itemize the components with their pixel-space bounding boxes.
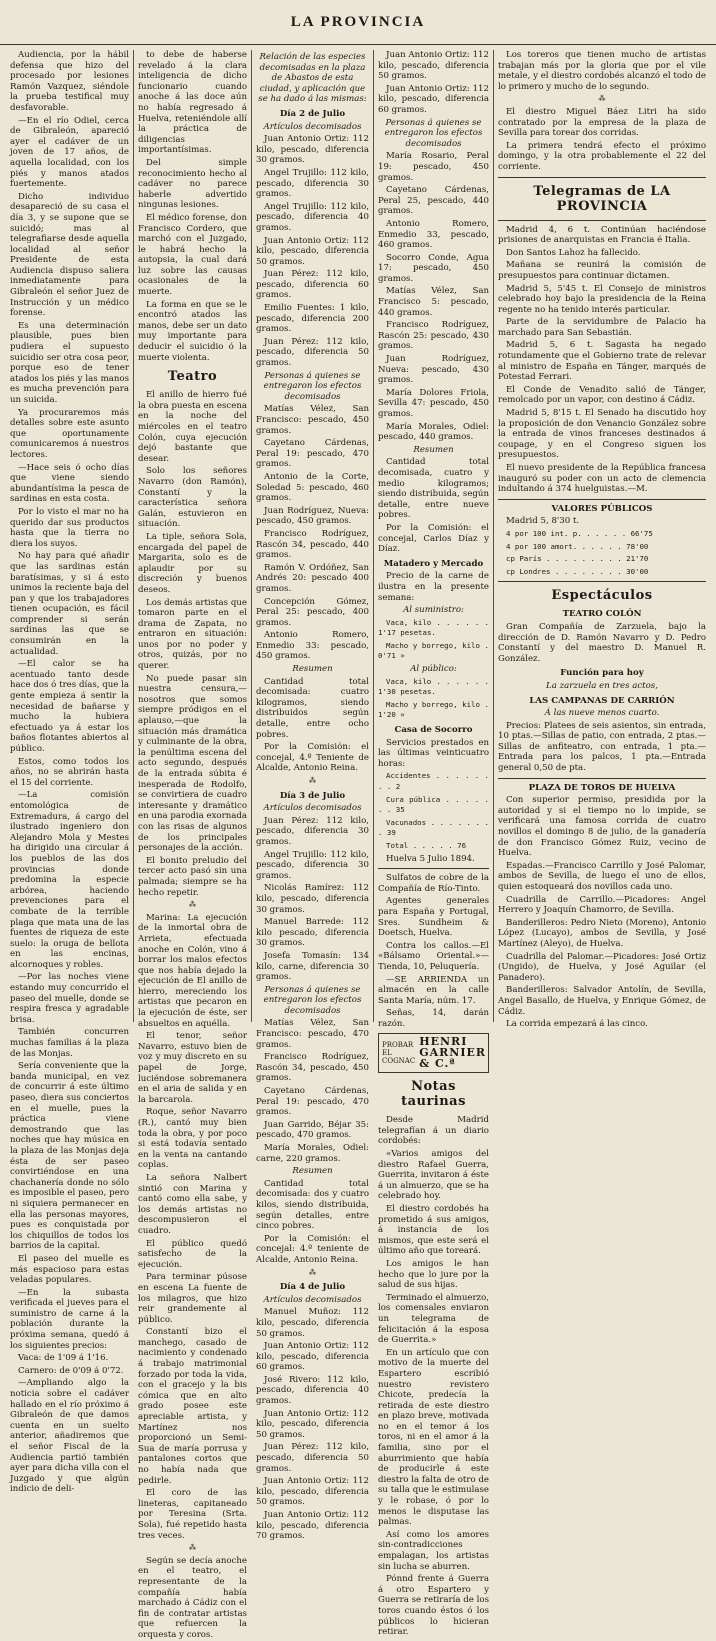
- list-item: Emilio Fuentes: 1 kilo, pescado, diferencia 200 gramos.: [256, 303, 369, 335]
- paragraph: Audiencia, por la hábil defensa que hizo del procesado por lesiones Ramón Vazquez, siéndole la prueba testifical muy desfavorable.: [10, 50, 129, 113]
- list-item: Manuel Barrede: 112 kilo pescado, diferencia 30 gramos.: [256, 917, 369, 949]
- paragraph: Marina: La ejecución de la inmortal obra de Arrieta, efectuada anoche en Colón, vino á borrar los malos efectos que nos había dejado la ejecución de El anillo de hierro, mereciendo los artistas que pecaron en la ejecución de éste, ser absueltos en aquélla.: [138, 912, 247, 1029]
- stat-line: Vacunados . . . . . . . . 39: [378, 817, 489, 838]
- list-item: Matías Vélez, San Francisco: pescado, 470 gramos.: [256, 1018, 369, 1050]
- paragraph: El anillo de hierro fué la obra puesta en escena en la noche del miércoles en el teatro Colón, cuya ejecución dejó bastante que desear.: [138, 390, 247, 464]
- list-item: Angel Trujillo: 112 kilo, pescado, diferencia 30 gramos.: [256, 167, 369, 200]
- bullring-heading: PLAZA DE TOROS DE HUELVA: [528, 782, 676, 793]
- cognac-ad: [378, 1033, 489, 1073]
- paragraph: Madrid 5, 6 t. Sagasta ha negado rotundamente que el Gobierno trate de relevar al ministro de España en Tánger, marqués de Potestad Ferrari.: [498, 340, 706, 383]
- date-heading: Día 4 de Julio: [279, 1282, 346, 1293]
- column-1: [6, 50, 133, 1495]
- paragraph: El público quedó satisfecho de la ejecución.: [138, 1238, 247, 1270]
- divider: [498, 220, 706, 221]
- subheading: Artículos decomisados: [263, 803, 362, 814]
- paragraph: La forma en que se le encontró atados las manos, debe ser un dato muy importante para deducir el suicidio ó la muerte violenta.: [138, 299, 247, 363]
- dateline: Huelva 5 Julio 1894.: [386, 853, 475, 864]
- paragraph: Los amigos le han hecho que lo jure por la salud de sus hijas.: [378, 1258, 489, 1291]
- column-5: [493, 50, 710, 1030]
- paragraph: Cuadrilla de Carrillo.—Picadores: Angel Herrero y Joaquín Chamorro, de Sevilla.: [498, 894, 706, 916]
- paragraph: Del simple reconocimiento hecho al cadáver no parece haberle advertido ningunas lesiones.: [138, 157, 247, 211]
- column-2: [133, 50, 251, 1640]
- paragraph: El nuevo presidente de la República francesa inauguró su poder con un acto de clemencia indultando á 374 huelguistas.—M.: [498, 463, 706, 495]
- paragraph: Terminado el almuerzo, los comensales enviaron un telegrama de felicitación á la esposa de Guerrita.»: [378, 1292, 489, 1346]
- paragraph: Madrid 5, 5'45 t. El Consejo de ministros celebrado hoy bajo la presidencia de la Reina regente no ha tenido interés particular.: [498, 283, 706, 315]
- paragraph: —Por las noches viene estando muy concurrido el paseo del muelle, donde se respira fresca y agradable brisa.: [10, 972, 129, 1025]
- ad-prefix: PROBAR EL COGNAC: [382, 1041, 416, 1066]
- subheading: Personas á quienes se entregaron los efectos decomisados: [263, 370, 362, 402]
- paragraph: —Ampliando algo la noticia sobre el cadáver hallado en el río próximo á Gibraleón de que damos cuenta en un suelto anterior, añadiremos que el señor Fiscal de la Audiencia partió también ayer para dicha villa con el Juzgado y que algún indicio de deli-: [10, 1378, 129, 1495]
- list-item: Angel Trujillo: 112 kilo, pescado, diferencia 30 gramos.: [256, 849, 369, 881]
- list-item: María Morales, Odiel: carne, 220 gramos.: [256, 1143, 369, 1164]
- list-item: Por la Comisión: el concejal, 4.º Teniente de Alcalde, Antonio Reina.: [256, 742, 369, 774]
- list-item: Manuel Muñoz: 112 kilo, pescado, diferencia 50 gramos.: [256, 1307, 369, 1339]
- subheading: Artículos decomisados: [263, 1294, 362, 1305]
- ad-text: Agentes generales para España y Portugal, Sres. Sundheim & Doetsch, Huelva.: [378, 896, 489, 939]
- separator-stars: ⁂: [309, 1268, 316, 1277]
- paragraph: Estos, como todos los años, no se abrirán hasta el 15 del corriente.: [10, 756, 129, 788]
- section-heading-telegramas: Telegramas de LA PROVINCIA: [533, 183, 671, 214]
- paragraph: El bonito preludio del tercer acto pasó sin una palmada; siempre se ha hecho repetir.: [138, 855, 247, 898]
- stat-line: Accidentes . . . . . . . . 2: [378, 771, 489, 791]
- list-item: Juan Garrido, Béjar 35: pescado, 470 gramos.: [256, 1119, 369, 1141]
- separator-stars: ⁂: [189, 1544, 196, 1553]
- paragraph: Así como los amores sin-contradicciones empalagan, los artistas sin lucha se aburren.: [378, 1529, 489, 1572]
- price-line: Vaca, kilo . . . . . . 1'30 pesetas.: [378, 676, 489, 697]
- subheading: Resumen: [292, 664, 333, 675]
- paragraph: Cuadrilla del Palomar.—Picadores: José Ortiz (Ungido), de Huelva, y José Aguilar (el Panadero).: [498, 951, 706, 983]
- list-item: Juan Antonio Ortiz: 112 kilo, pescado, diferencia 60 gramos.: [256, 1341, 369, 1373]
- list-item: Juan Pérez: 112 kilo, pescado, diferencia 50 gramos.: [256, 336, 369, 369]
- date-heading: Día 3 de Julio: [279, 790, 346, 801]
- list-item: Francisco Rodríguez, Rascón 34, pescado, 440 gramos.: [256, 528, 369, 561]
- subheading: Al suministro:: [403, 605, 464, 616]
- list-item: Juan Rodríguez, Nueva: pescado, 430 gramos.: [378, 354, 489, 386]
- list-item: Juan Antonio Ortiz: 112 kilo, pescado, diferencia 50 gramos.: [256, 1476, 369, 1508]
- paragraph: El paseo del muelle es más espacioso para estas veladas populares.: [10, 1253, 129, 1286]
- separator-stars: ⁂: [598, 95, 606, 104]
- paragraph: —En el río Odiel, cerca de Gibraleón, apareció ayer el cadáver de un joven de 17 años, de aquella localidad, con los piés y manos atados fuertemente.: [10, 115, 129, 190]
- section-heading-matadero: Matadero y Mercado: [383, 558, 484, 569]
- paragraph: El Conde de Venadito salió de Tánger, remolcado por un vapor, con destino á Cádiz.: [498, 384, 706, 406]
- list-item: Francisco Rodríguez, Rascón 34, pescado, 450 gramos.: [256, 1052, 369, 1084]
- list-item: Nicolás Ramírez: 112 kilo, pescado, diferencia 30 gramos.: [256, 883, 369, 915]
- column-4: [373, 50, 493, 1638]
- section-heading-socorro: Casa de Socorro: [394, 725, 473, 736]
- paragraph: Los toreros que tienen mucho de artistas trabajan más por la gloria que por el vile metale, y el diestro cordobés alcanzó el todo de lo primero y mucho de lo segundo.: [498, 50, 706, 92]
- list-item: Por la Comisión: el concejal, Carlos Díaz y Díaz.: [378, 522, 489, 555]
- paragraph: Según se decía anoche en el teatro, el representante de la compañía había marchado á Cádiz con el fin de contratar artistas que refuercen la orquesta y coros.: [138, 1555, 247, 1640]
- paragraph: En un artículo que con motivo de la muerte del Espartero escribió nuestro revistero Chicote, predecía la retirada de este diestro en plazo breve, motivada no en el temor á los toros, ni en el amor á la familia, sino por el aburrimiento que había de producirle á este diestro la falta de otro de su talla que le estimulase y le robase, ó por lo menos le disputase las palmas.: [378, 1347, 489, 1528]
- paragraph: El coro de las lineteras, capitaneado por Teresina (Srta. Sola), fué repetido hasta tres veces.: [138, 1488, 247, 1541]
- show-time: Á las nueve menos cuarto.: [544, 708, 660, 719]
- report-intro: Relación de las especies decomisadas en la plaza de Abastos de esta ciudad, y aplicación que se ha dado á las mismas:: [258, 52, 367, 105]
- price-line: Macho y borrego, kilo . 0'71 »: [378, 640, 489, 661]
- paragraph: Con superior permiso, presidida por la autoridad y si el tiempo no lo impide, se verificará una famosa corrida de cuatro novillos el domingo 8 de julio, de la ganadería de don Francisco Gómez Ruiz, vecino de Huelva.: [498, 795, 706, 859]
- paragraph: Roque, señor Navarro (R.), cantó muy bien toda la obra, y por poco si está todavía sentado en la venta na cantando coplas.: [138, 1107, 247, 1171]
- stat-total: Total . . . . . 76: [386, 840, 467, 850]
- ad-text: Contra los callos.—El «Bálsamo Oriental.»—Tienda, 10, Peluquería.: [378, 940, 489, 972]
- list-item: Juan Pérez: 112 kilo, pescado, diferencia 60 gramos.: [256, 269, 369, 301]
- list-item: Juan Antonio Ortiz: 112 kilo, pescado, diferencia 30 gramos.: [256, 134, 369, 166]
- paragraph: Parte de la servidumbre de Palacio ha marchado para San Sebastián.: [498, 317, 706, 338]
- paragraph: Precios: Platees de seis asientos, sin entrada, 10 ptas.—Sillas de patio, con entrada, 2 ptas.—Sillas de anfiteatro, con entrada, 1 pta.—Entrada para los palcos, 1 pta.—Entrada general 0,50 de pta.: [498, 720, 706, 774]
- list-item: María Rosario, Peral 19: pescado, 450 gramos.: [378, 151, 489, 183]
- paragraph: to debe de haberse revelado á la clara inteligencia de dicho funcionario cuando anoche á las doce aún no había regresado á Huelva, reteniéndole allí la práctica de diligencias importantísimas.: [138, 50, 247, 156]
- list-item: María Morales, Odiel: pescado, 440 gramos.: [378, 421, 489, 443]
- list-item: Cayetano Cárdenas, Peral 25, pescado, 440 gramos.: [378, 185, 489, 217]
- quote-line: cp París . . . . . . . . . 21'70: [506, 554, 649, 564]
- paragraph: El médico forense, don Francisco Cordero, que marchó con el Juzgado, le habrá hecho la autopsia, la cual dará luz sobre las causas ocasionales de la muerte.: [138, 212, 247, 298]
- subheading: Artículos decomisados: [263, 121, 362, 132]
- paragraph: Banderilleros: Salvador Antolín, de Sevilla, Angel Basallo, de Huelva, y Enrique Gómez, de Cádiz.: [498, 985, 706, 1017]
- paragraph: Es una determinación plausible, pues bien pudiera el supuesto suicidio ser otra cosa peor, porque eso de tener atados los piés y las manos es mucha prevención para un suicida.: [10, 320, 129, 405]
- section-heading-valores: VALORES PÚBLICOS: [551, 503, 653, 514]
- list-item: Antonio Romero, Enmedio 33, pescado, 460 gramos.: [378, 218, 489, 251]
- subheading: La zarzuela en tres actos,: [546, 680, 658, 691]
- paragraph: El diestro cordobés ha prometido á sus amigos, á instancia de los mismos, que este será el último año que toreará.: [378, 1204, 489, 1257]
- stat-line: Cura pública . . . . . . . 35: [378, 794, 489, 815]
- ad-text: Señas, 14, darán razón.: [378, 1008, 489, 1029]
- separator-stars: ⁂: [189, 901, 196, 910]
- list-item: Juan Pérez: 112 kilo, pescado, diferencia 30 gramos.: [256, 815, 369, 847]
- list-item: Antonio Romero, Enmedio 33: pescado, 450 gramos.: [256, 630, 369, 662]
- list-item: Juan Antonio Ortiz: 112 kilo, pescado, diferencia 50 gramos.: [256, 235, 369, 267]
- list-item: Matías Vélez, San Francisco 5: pescado, 440 gramos.: [378, 286, 489, 318]
- paragraph: Sería conveniente que la banda municipal, en vez de concurrir á este último paseo, diera sus conciertos en el muelle, pues la práctica viene demostrando que las noches que hay música en la plaza de las Monjas deja ésta de ser paseo convirtiéndose en una chachanería donde no sólo es imposible el paseo, pero ni siquiera permanecer en ella las personas mayores, pues es conquistada por los chiquillos de todos los barrios de la capital.: [10, 1061, 129, 1252]
- paragraph: El tenor, señor Navarro, estuvo bien de voz y muy discreto en su papel de Jorge, luciéndose sobremanera en el aria de salida y en la barcarola.: [138, 1031, 247, 1105]
- price-line: Vaca: de 1'09 á 1'16.: [18, 1353, 109, 1364]
- paragraph: Banderilleros: Pedro Nieto (Moreno), Antonio López (Lucayo), ambos de Sevilla, y José Martínez (Aleyo), de Huelva.: [498, 917, 706, 949]
- price-line: Vaca, kilo . . . . . . 1'17 pesetas.: [378, 617, 489, 638]
- paragraph: La primera tendrá efecto el próximo domingo, y la otra probablemente el 22 del corriente.: [498, 140, 706, 172]
- list-item: Francisco Rodríguez, Rascón 25: pescado, 430 gramos.: [378, 320, 489, 352]
- list-item: Antonio de la Corte, Soledad 5: pescado, 460 gramos.: [256, 471, 369, 504]
- price-line: Macho y borrego, kilo . 1'20 »: [378, 699, 489, 720]
- paragraph: Precio de la carne de ilustra en la presente semana:: [378, 571, 489, 603]
- masthead: [0, 0, 716, 45]
- list-item: José Rivero: 112 kilo, pescado, diferencia 40 gramos.: [256, 1374, 369, 1407]
- paragraph: —Hace seis ó ocho días que viene siendo abundantísima la pesca de sardinas en esta costa.: [10, 462, 129, 505]
- paragraph: «Varios amigos del diestro Rafael Guerra, Guerrita, invitaron á éste á un almuerzo, que se ha celebrado hoy.: [378, 1149, 489, 1202]
- list-item: Concepción Gómez, Peral 25: pescado, 400 gramos.: [256, 596, 369, 628]
- list-item: Por la Comisión: el concejal: 4.º teniente de Alcalde, Antonio Reina.: [256, 1233, 369, 1265]
- list-item: Cantidad total decomisada, cuatro y medio kilogramos; siendo distribuida, según detalle, entre nueve pobres.: [378, 457, 489, 521]
- paragraph: La señora Nalbert sintió con Marina y cantó como ella sabe, y los demás artistas no descompusieron el cuadro.: [138, 1172, 247, 1236]
- paragraph: Servicios prestados en las últimas veinticuatro horas:: [378, 737, 489, 769]
- paragraph: Desde Madrid telegrafían á un diario cordobés:: [378, 1115, 489, 1147]
- columns: [6, 50, 710, 1640]
- subheading: Función para hoy: [560, 668, 644, 679]
- quote-line: cp Londres . . . . . . . . 30'00: [506, 566, 649, 576]
- paragraph: Constantí bizo el manchego, casado de nacimiento y condenado á trabajo matrimonial forzado por toda la vida, con el gracejo y la bis cómica que en alto grado posee este apreciable artista, y Martínez nos proporcionó un Semi-Sua de maría porrusa y pantalones cortos que no había nada que pedirle.: [138, 1327, 247, 1486]
- paragraph: No hay para qué añadir que las sardinas están baratísimas, y si á esto unimos la reciente baja del pan y que los trabajadores tienen ocupación, es fácil comprender si serán sardinas las que se consumirán en la actualidad.: [10, 551, 129, 657]
- section-heading-teatro: Teatro: [167, 369, 218, 385]
- ad-text: Sulfatos de cobre de la Compañía de Río-Tinto.: [378, 873, 489, 894]
- ad-brand: HENRI GARNIER & C.ª: [419, 1035, 487, 1070]
- paragraph: —La comisión entomológica de Extremadura, á cargo del ilustrado ingeniero don Alejandro Mola y Mestes ha dirigido una circular á los pueblos de las dos provincias donde predomina la especie arbórea, haciendo prevenciones para el combate de la terrible plaga que mata una de las fuentes de riqueza de este suelo: la oruga de bellota en las encinas, alcornoques y robles.: [10, 790, 129, 970]
- paragraph: Don Santos Lahoz ha fallecido.: [506, 247, 641, 258]
- column-3: [251, 50, 373, 1542]
- paragraph: También concurren muchas familias á la plaza de las Monjas.: [10, 1027, 129, 1059]
- paragraph: Espadas.—Francisco Carrillo y José Palomar, ambos de Sevilla, de luego el uno de ellos, quien estoqueará dos novillos cada uno.: [498, 860, 706, 892]
- divider: [498, 177, 706, 178]
- divider: [498, 581, 706, 582]
- list-item: Josefa Tomasín: 134 kilo, carne, diferencia 30 gramos.: [256, 950, 369, 983]
- list-item: Juan Antonio Ortiz: 112 kilo, pescado, diferencia 50 gramos.: [378, 50, 489, 82]
- quote-line: 4 por 100 amort. . . . . . 78'00: [506, 541, 649, 551]
- paragraph: Por lo visto el mar no ha querido dar sus productos hasta que la tierra no diera los suyos.: [10, 506, 129, 549]
- paragraph: Los demás artistas que tomaron parte en el drama de Zapata, no entraron en situación: unos por no poder y otros, quizás, por no querer.: [138, 597, 247, 672]
- list-item: Cayetano Cárdenas, Peral 19: pescado, 470 gramos.: [256, 438, 369, 470]
- paragraph: Madrid 5, 8'15 t. El Senado ha discutido hoy la proposición de don Venancio González sobre la entrada de vinos franceses destinados á coupage, y en el Congreso siguen los presupuestos.: [498, 408, 706, 461]
- paragraph: La corrida empezará á las cinco.: [506, 1019, 648, 1030]
- subheading: Resumen: [413, 444, 454, 455]
- paragraph: La tiple, señora Sola, encargada del papel de Margarita, solo es de aplaudir por su discreción y buenos deseos.: [138, 531, 247, 595]
- section-heading-espectaculos: Espectáculos: [551, 588, 653, 604]
- paragraph: Mañana se reunirá la comisión de presupuestos para continuar dictamen.: [498, 260, 706, 281]
- paragraph: No puede pasar sin nuestra censura,—nosotros que somos siempre pródigos en el aplauso,—que la situación más dramática y culminante de la obra, la penúltima escena del acto segundo, después de la entrada súbita é inesperada de Rodolfo, se convirtiera de cuadro interesante y dramático en una parodia exornada con las risas de algunos de los principales personajes de la acción.: [138, 673, 247, 854]
- list-item: Juan Antonio Ortiz: 112 kilo, pescado, diferencia 50 gramos.: [256, 1408, 369, 1440]
- paragraph: —En la subasta verificada el jueves para el suministro de carne á la población durante la próxima semana, quedó á los siguientes precios:: [10, 1287, 129, 1351]
- ad-text: —SE ARRIENDA un almacén en la calle Santa María, núm. 17.: [378, 974, 489, 1006]
- list-item: Juan Pérez: 112 kilo, pescado, diferencia 50 gramos.: [256, 1442, 369, 1474]
- list-item: Matías Vélez, San Francisco: pescado, 450 gramos.: [256, 404, 369, 436]
- subheading: Personas á quienes se entregaron los efectos decomisados: [384, 117, 483, 149]
- paragraph: Ya procuraremos más detalles sobre este asunto que oportunamente comunicaremos á nuestros lectores.: [10, 407, 129, 460]
- list-item: Angel Trujillo: 112 kilo, pescado, diferencia 40 gramos.: [256, 201, 369, 233]
- list-item: Cantidad total decomisada: dos y cuatro kilos, siendo distribuida, según detalles, entre cinco pobres.: [256, 1178, 369, 1232]
- subheading: Al público:: [410, 664, 457, 675]
- paragraph: Pónnd frente á Guerra á otro Espartero y Guerra se retiraría de los toros cuando éstos ó los públicos lo hicieran retirar.: [378, 1574, 489, 1638]
- list-item: Cantidad total decomisada: cuatro kilogramos, siendo distribuidos según detalle, entre ocho pobres.: [256, 676, 369, 740]
- divider: [498, 499, 706, 500]
- subheading: Resumen: [292, 1166, 333, 1177]
- quote-date: Madrid 5, 8'30 t.: [506, 516, 580, 527]
- quote-line: 4 por 100 int. p. . . . . . 66'75: [506, 528, 653, 538]
- date-heading: Día 2 de Julio: [279, 108, 346, 119]
- paragraph: —El calor se ha acentuado tanto desde hace dos ó tres días, que la gente empieza á sentir la necesidad de bañarse y mucho la hubiera efectuado ya á estar los baños flotantes abiertos al público.: [10, 659, 129, 754]
- paragraph: Dicho individuo desapareció de su casa el día 3, y se supone que se suicidó; mas al telegrafiarse desde aquella localidad al señor Presidente de esta Audiencia dispuso saliera inmediatamente para Gibraleón el señor Juez de Instrucción y un médico forense.: [10, 191, 129, 319]
- divider: [498, 778, 706, 779]
- paragraph: El diestro Miguel Báez Litri ha sido contratado por la empresa de la plaza de Sevilla para torear dos corridas.: [498, 106, 706, 139]
- newspaper-title: LA PROVINCIA: [290, 13, 426, 30]
- paragraph: Gran Compañía de Zarzuela, bajo la dirección de D. Ramón Navarro y D. Pedro Constantí y del maestro D. Manuel R. González.: [498, 621, 706, 664]
- list-item: Ramón V. Ordóñez, San Andrés 20: pescado 400 gramos.: [256, 562, 369, 594]
- paragraph: Solo los señores Navarro (don Ramón), Constantí y la característica señora Galán, estuvieron en situación.: [138, 466, 247, 530]
- section-heading-taurinas: Notas taurinas: [401, 1079, 466, 1110]
- theater-heading: TEATRO COLÓN: [562, 609, 642, 620]
- paragraph: Madrid 4, 6 t. Continúan haciéndose prisiones de anarquistas en Francia é Italia.: [498, 224, 706, 246]
- separator-stars: ⁂: [309, 777, 316, 785]
- list-item: María Dolores Friola, Sevilla 47: pescado, 450 gramos.: [378, 387, 489, 419]
- play-title: LAS CAMPANAS DE CARRIÓN: [529, 695, 675, 706]
- list-item: Juan Antonio Ortiz: 112 kilo, pescado, diferencia 70 gramos.: [256, 1510, 369, 1542]
- paragraph: Para terminar púsose en escena La fuente de los milagros, que hizo reir grandemente al público.: [138, 1272, 247, 1325]
- list-item: Cayetano Cárdenas, Peral 19: pescado, 470 gramos.: [256, 1086, 369, 1118]
- list-item: Socorro Conde, Agua 17: pescado, 450 gramos.: [378, 252, 489, 284]
- divider: [378, 868, 489, 869]
- subheading: Personas á quienes se entregaron los efectos decomisados: [263, 984, 362, 1016]
- list-item: Juan Antonio Ortiz: 112 kilo, pescado, diferencia 60 gramos.: [378, 83, 489, 115]
- list-item: Juan Rodríguez, Nueva: pescado, 450 gramos.: [256, 505, 369, 527]
- price-line: Carnero: de 0'09 á 0'72.: [18, 1365, 124, 1376]
